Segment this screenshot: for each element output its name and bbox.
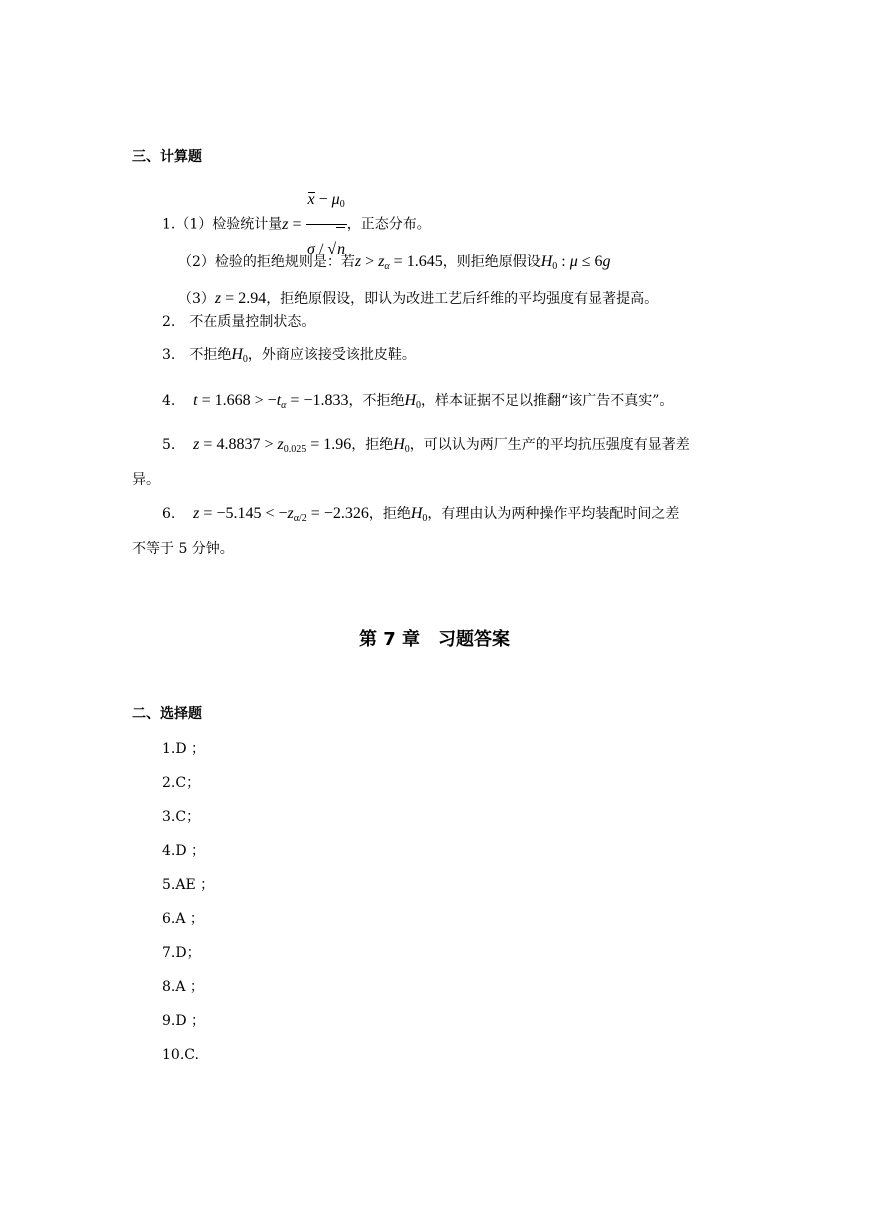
choice-answer-2: 2.C； bbox=[162, 775, 201, 791]
h0-symbol: $H_0$ bbox=[410, 505, 428, 524]
t-test-formula: $t = 1.668 > -t_\alpha = -1.833$ bbox=[193, 392, 349, 411]
answer-item-3: 3. 不拒绝$H_0$，外商应该接受该批皮鞋。 bbox=[162, 346, 416, 365]
answer-item-6: 6. $z = -5.145 < -z_{\alpha/2} = -2.326$，拒绝$H_0$，有理由认为两种操作平均装配时间之差 bbox=[162, 505, 680, 524]
answer-item-5: 5. $z = 4.8837 > z_{0.025} = 1.96$，拒绝$H_0$，可以认为两厂生产的平均抗压强度有显著差 bbox=[162, 436, 690, 455]
h0-symbol: $H_0$ bbox=[404, 392, 422, 411]
answer-item-4: 4. $t = 1.668 > -t_\alpha = -1.833$，不拒绝$H_0$，样本证据不足以推翻“该广告不真实”。 bbox=[162, 392, 674, 411]
answer-item-5-continuation: 异。 bbox=[132, 472, 160, 488]
answer-item-6-continuation: 不等于 5 分钟。 bbox=[132, 541, 234, 557]
h0-symbol: $H_0$ bbox=[393, 436, 410, 455]
z-value-formula: z = 2.94 bbox=[214, 290, 267, 307]
choice-answer-1: 1.D ； bbox=[162, 741, 206, 757]
rejection-rule-formula: $z > z_\alpha = 1.645$ bbox=[354, 253, 443, 272]
choice-answer-6: 6.A ； bbox=[162, 911, 204, 927]
answer-item-1-part-3: （3）z = 2.94，拒绝原假设，即认为改进工艺后纤维的平均强度有显著提高。 bbox=[178, 290, 659, 307]
answer-item-1-part-2: （2）检验的拒绝规则是：若$z > z_\alpha = 1.645$，则拒绝原假设$H_0$ : μ ≤ 6g bbox=[178, 253, 611, 272]
choice-answer-7: 7.D； bbox=[162, 945, 201, 961]
z-test-formula: $z = 4.8837 > z_{0.025} = 1.96$ bbox=[193, 436, 352, 455]
choice-answer-4: 4.D ； bbox=[162, 843, 206, 859]
choice-answer-9: 9.D ； bbox=[162, 1013, 206, 1029]
h0-symbol: $H_0$ bbox=[231, 346, 248, 365]
chapter-title: 第 7 章 习题答案 bbox=[358, 629, 511, 650]
z-two-tailed-formula: $z = -5.145 < -z_{\alpha/2} = -2.326$ bbox=[193, 505, 369, 524]
choice-answer-5: 5.AE ； bbox=[162, 877, 215, 893]
null-hypothesis-formula: $H_0$ : μ ≤ 6g bbox=[540, 253, 611, 272]
choice-answer-3: 3.C； bbox=[162, 809, 201, 825]
choice-answer-8: 8.A ； bbox=[162, 979, 204, 995]
choice-answer-10: 10.C. bbox=[162, 1047, 199, 1063]
answer-item-2: 2. 不在质量控制状态。 bbox=[162, 314, 316, 330]
z-statistic-formula: z = $\frac{x - \mu_0}{\sigma / √n}$ bbox=[282, 216, 346, 233]
item-1-prefix: 1.（1）检验统计量 bbox=[162, 216, 283, 233]
item-1-suffix: ，正态分布。 bbox=[346, 216, 431, 233]
section-heading-multiple-choice: 二、选择题 bbox=[132, 706, 202, 722]
section-heading-calculation: 三、计算题 bbox=[132, 149, 202, 165]
